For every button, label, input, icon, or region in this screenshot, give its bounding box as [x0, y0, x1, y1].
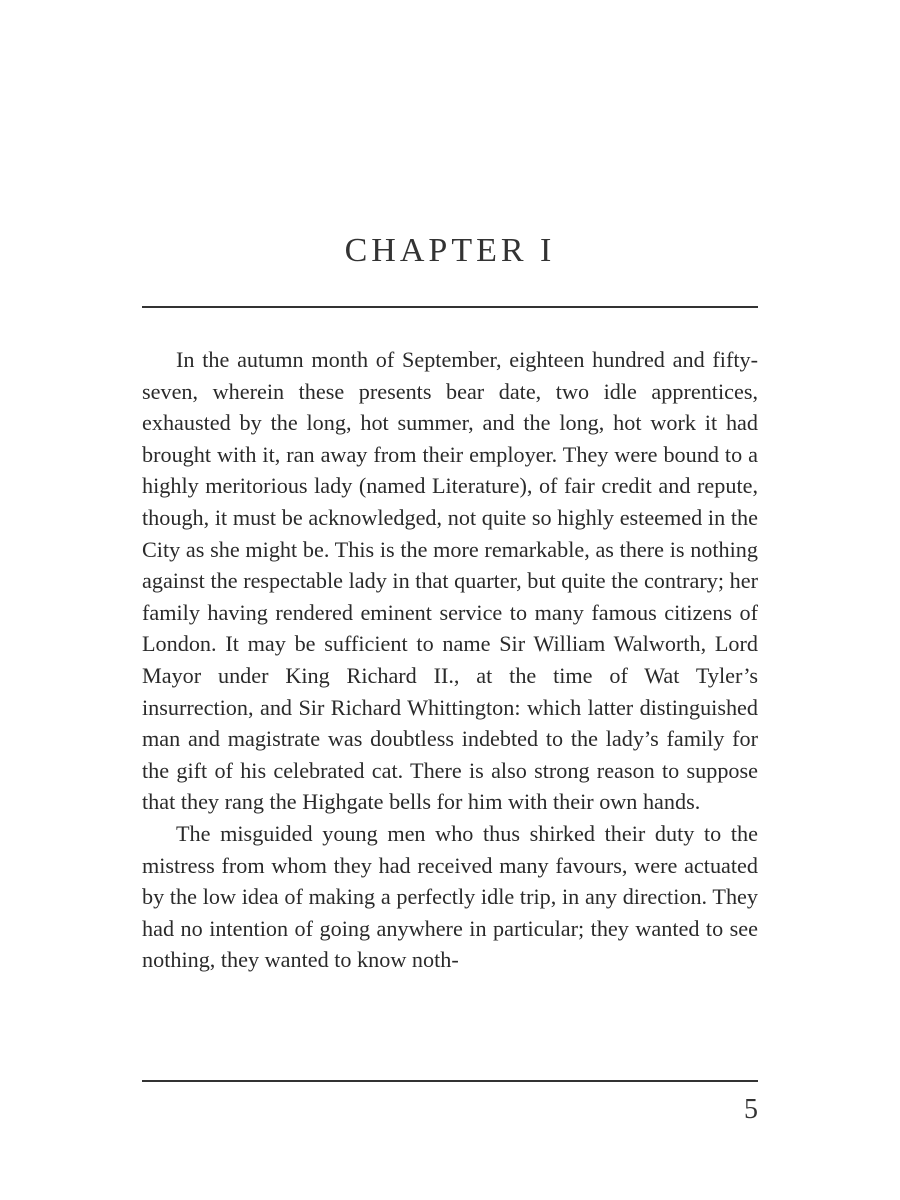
- paragraph: In the autumn month of September, eighteen hundred and fifty-seven, wherein these presents bear date, two idle apprentices, exhausted by the long, hot summer, and the long, hot work it had brought with it, ran away from their employer. They were bound to a highly meritorious lady (named Literature), of fair credit and repute, though, it must be acknowledged, not quite so highly esteemed in the City as she might be. This is the more remarkable, as there is nothing against the respectable lady in that quarter, but quite the contrary; her family having rendered eminent service to many famous citizens of London. It may be sufficient to name Sir William Walworth, Lord Mayor under King Richard II., at the time of Wat Tyler’s insurrection, and Sir Richard Whittington: which latter distinguished man and magistrate was doubtless indebted to the lady’s family for the gift of his celebrated cat. There is also strong reason to suppose that they rang the Highgate bells for him with their own hands.: [142, 347, 758, 815]
- paragraph: The misguided young men who thus shirked their duty to the mistress from whom they had received many favours, were actuated by the low idea of making a perfectly idle trip, in any direction. They had no intention of going anywhere in particular; they wanted to see nothing, they wanted to know noth-: [142, 820, 758, 973]
- top-rule: [142, 306, 758, 308]
- page-number: 5: [744, 1094, 758, 1125]
- body-text: [142, 344, 758, 976]
- bottom-rule: [142, 1080, 758, 1082]
- chapter-title: CHAPTER I: [344, 232, 556, 269]
